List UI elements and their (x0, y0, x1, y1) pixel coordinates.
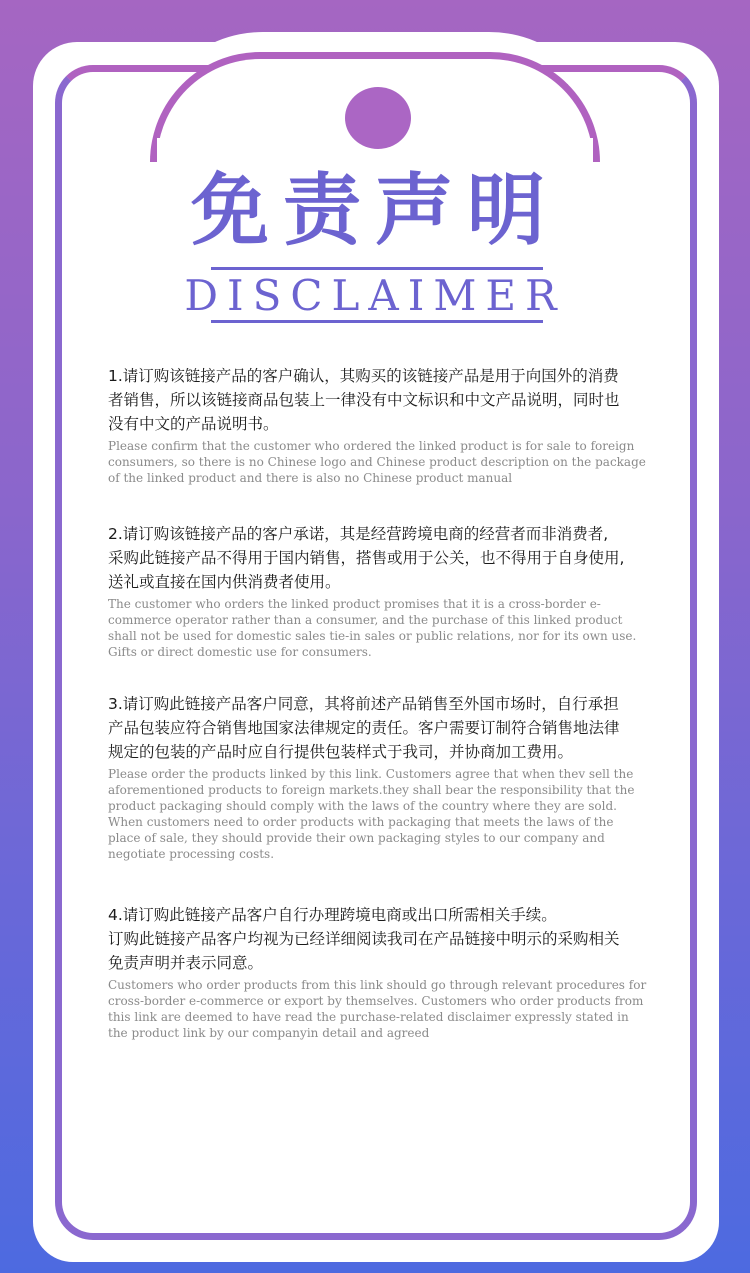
chinese-line: 送礼或直接在国内供消费者使用。 (108, 573, 341, 591)
disclaimer-section-2 (108, 522, 648, 660)
chinese-line: 免责声明并表示同意。 (108, 954, 264, 972)
page-title-chinese: 免责声明 (190, 165, 559, 256)
disclaimer-section-4 (108, 903, 648, 1041)
page-title-english: DISCLAIMER (184, 271, 566, 320)
title-divider-bottom (211, 320, 543, 323)
tag-hole (345, 87, 411, 149)
disclaimer-section-1 (108, 364, 648, 486)
section-english-text: The customer who orders the linked product promises that it is a cross-border e-commerce operator rather than a consumer, and the purchase of this linked product shall not be used for domestic sales tie-in sales or public relations, nor for its own use. Gifts or direct domestic use for consumers. (108, 597, 637, 659)
section-english-text: Please order the products linked by this link. Customers agree that when thev sell the aforementioned products to foreign markets.they shall bear the responsibility that the product packaging should comply with the laws of the country where they are sold. When customers need to order products with packaging that meets the laws of the place of sale, they should provide their own packaging styles to our company and negotiate processing costs. (108, 767, 635, 861)
chinese-line: 产品包装应符合销售地国家法律规定的责任。客户需要订制符合销售地法律 (108, 719, 620, 737)
chinese-line: 采购此链接产品不得用于国内销售，搭售或用于公关，也不得用于自身使用, (108, 549, 625, 567)
chinese-line: 4.请订购此链接产品客户自行办理跨境电商或出口所需相关手续。 (108, 906, 557, 924)
section-chinese-text (108, 522, 648, 594)
chinese-line: 规定的包装的产品时应自行提供包装样式于我司，并协商加工费用。 (108, 743, 574, 761)
section-chinese-text (108, 692, 648, 764)
chinese-line: 订购此链接产品客户均视为已经详细阅读我司在产品链接中明示的采购相关 (108, 930, 620, 948)
section-english-text: Customers who order products from this link should go through relevant procedures for cross-border e-commerce or export by themselves. Customers who order products from this link are deemed to have read the purchase-related disclaimer expressly stated in the product link by our companyin detail and agreed (108, 978, 647, 1040)
section-chinese-text (108, 364, 648, 436)
disclaimer-section-3 (108, 692, 648, 862)
chinese-line: 者销售，所以该链接商品包装上一律没有中文标识和中文产品说明，同时也 (108, 391, 620, 409)
section-chinese-text (108, 903, 648, 975)
chinese-line: 3.请订购此链接产品客户同意，其将前述产品销售至外国市场时，自行承担 (108, 695, 619, 713)
title-divider-top (211, 267, 543, 270)
chinese-line: 没有中文的产品说明书。 (108, 415, 279, 433)
section-english-text: Please confirm that the customer who ordered the linked product is for sale to foreign consumers, so there is no Chinese logo and Chinese product description on the package of the linked product and there is also no Chinese product manual (108, 439, 646, 485)
chinese-line: 1.请订购该链接产品的客户确认，其购买的该链接产品是用于向国外的消费 (108, 367, 619, 385)
chinese-line: 2.请订购该链接产品的客户承诺，其是经营跨境电商的经营者而非消费者, (108, 525, 609, 543)
